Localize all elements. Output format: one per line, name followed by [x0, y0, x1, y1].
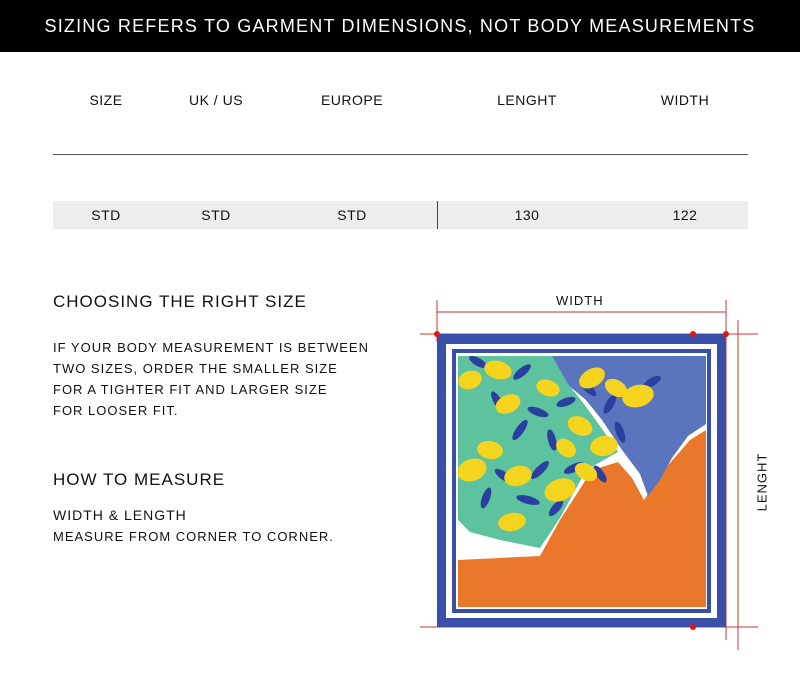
cell-size: STD — [91, 207, 121, 223]
measure-instruction: MEASURE FROM CORNER TO CORNER. — [53, 529, 334, 544]
choosing-line: IF YOUR BODY MEASUREMENT IS BETWEEN — [53, 340, 369, 355]
how-to-measure-heading: HOW TO MEASURE — [53, 470, 226, 489]
diagram-width-label: WIDTH — [556, 293, 604, 308]
scarf-illustration — [437, 334, 726, 627]
col-size: SIZE — [89, 92, 123, 108]
cell-uk-us: STD — [201, 207, 231, 223]
col-width: WIDTH — [660, 92, 710, 108]
cell-length: 130 — [514, 207, 540, 223]
table-row — [53, 201, 748, 229]
choosing-size-heading: CHOOSING THE RIGHT SIZE — [53, 292, 307, 311]
col-uk-us: UK / US — [188, 92, 244, 108]
diagram-length-label: LENGHT — [754, 452, 770, 512]
table-divider — [53, 154, 748, 155]
scarf-measurement-diagram — [420, 296, 760, 656]
size-table-header — [53, 92, 748, 118]
column-separator — [437, 201, 438, 229]
sizing-banner: SIZING REFERS TO GARMENT DIMENSIONS, NOT BODY MEASUREMENTS — [0, 0, 800, 52]
cell-europe: STD — [337, 207, 367, 223]
choosing-size-text — [53, 337, 369, 421]
choosing-line: FOR LOOSER FIT. — [53, 403, 179, 418]
col-europe: EUROPE — [320, 92, 384, 108]
choosing-line: TWO SIZES, ORDER THE SMALLER SIZE — [53, 361, 338, 376]
col-length: LENGHT — [497, 92, 557, 108]
width-length-subheading: WIDTH & LENGTH — [53, 507, 187, 523]
choosing-line: FOR A TIGHTER FIT AND LARGER SIZE — [53, 382, 328, 397]
cell-width: 122 — [672, 207, 698, 223]
